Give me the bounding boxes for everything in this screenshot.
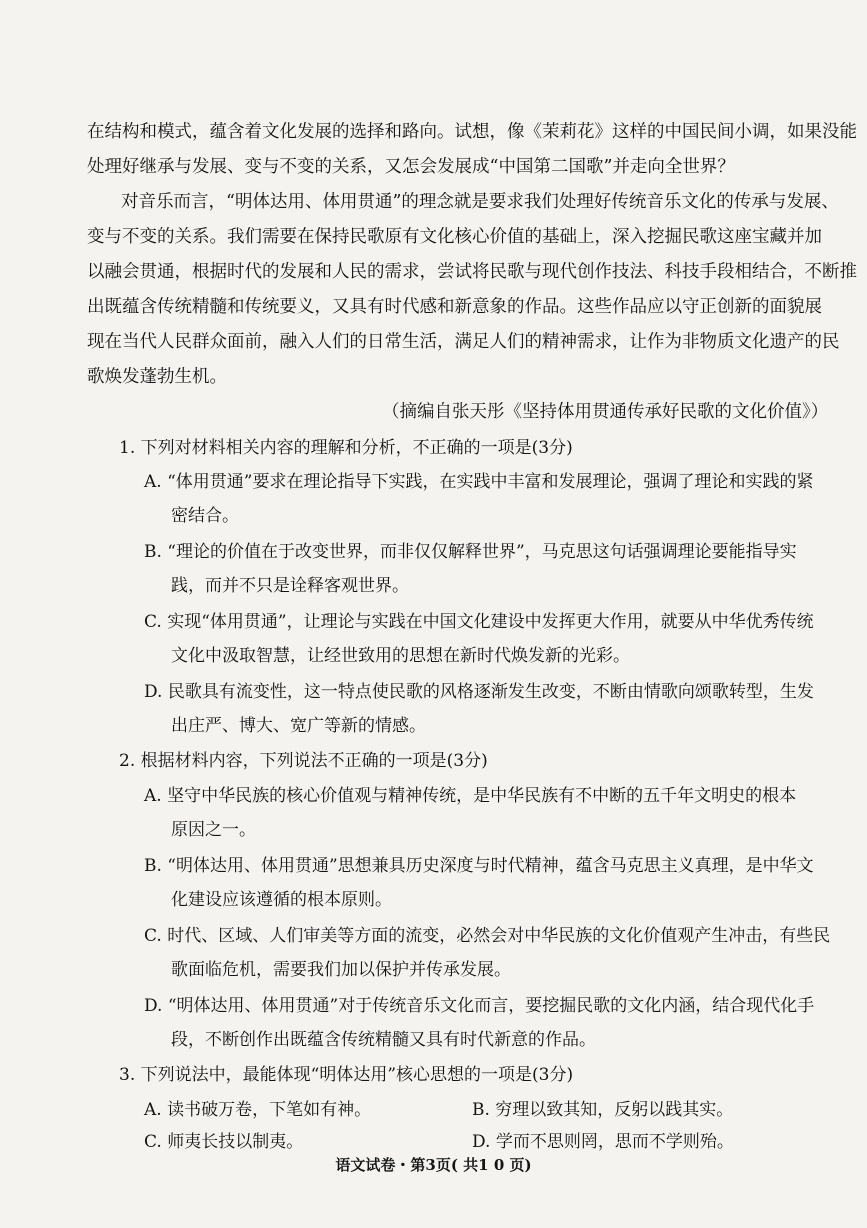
option-b: B. “明体达用、体用贯通”思想兼具历史深度与时代精神，蕴含马克思主义真理，是中华文 bbox=[144, 856, 814, 876]
passage-line: 在结构和模式，蕴含着文化发展的选择和路向。试想，像《茉莉花》这样的中国民间小调，如果没能 bbox=[87, 122, 857, 142]
option-d: D. 民歌具有流变性，这一特点使民歌的风格逐渐发生改变，不断由情歌向颂歌转型，生发 bbox=[144, 682, 814, 702]
passage-line: 出既蕴含传统精髓和传统要义，又具有时代感和新意象的作品。这些作品应以守正创新的面貌展 bbox=[87, 297, 822, 317]
option-d: D. “明体达用、体用贯通”对于传统音乐文化而言，要挖掘民歌的文化内涵，结合现代化手 bbox=[144, 996, 815, 1016]
option-d-cont: 出庄严、博大、宽广等新的情感。 bbox=[171, 716, 426, 736]
option-b-cont: 践，而并不只是诠释客观世界。 bbox=[171, 576, 409, 596]
option-a: A. 读书破万卷，下笔如有神。 bbox=[144, 1100, 372, 1120]
option-c: C. 时代、区域、人们审美等方面的流变，必然会对中华民族的文化价值观产生冲击，有些民 bbox=[144, 926, 831, 946]
passage-line: 对音乐而言，“明体达用、体用贯通”的理念就是要求我们处理好传统音乐文化的传承与发展、 bbox=[121, 192, 839, 212]
option-a-cont: 原因之一。 bbox=[171, 820, 256, 840]
option-d-cont: 段，不断创作出既蕴含传统精髓又具有时代新意的作品。 bbox=[171, 1030, 596, 1050]
option-c-cont: 文化中汲取智慧，让经世致用的思想在新时代焕发新的光彩。 bbox=[171, 646, 630, 666]
option-b: B. 穷理以致其知，反躬以践其实。 bbox=[472, 1100, 734, 1120]
passage-line: 变与不变的关系。我们需要在保持民歌原有文化核心价值的基础上，深入挖掘民歌这座宝藏并加 bbox=[87, 227, 822, 247]
passage-line: 处理好继承与发展、变与不变的关系，又怎会发展成“中国第二国歌”并走向全世界？ bbox=[87, 157, 735, 177]
option-b-cont: 化建设应该遵循的根本原则。 bbox=[171, 890, 392, 910]
option-b: B. “理论的价值在于改变世界，而非仅仅解释世界”，马克思这句话强调理论要能指导实 bbox=[144, 542, 797, 562]
question-stem: 1. 下列对材料相关内容的理解和分析，不正确的一项是(3分) bbox=[119, 438, 573, 458]
passage-line: 现在当代人民群众面前，融入人们的日常生活，满足人们的精神需求，让作为非物质文化遗产的民 bbox=[87, 332, 840, 352]
passage-line: 歌焕发蓬勃生机。 bbox=[87, 367, 227, 387]
page-footer: 语文试卷・第3页( 共1 0 页) bbox=[335, 1156, 532, 1174]
option-a: A. “体用贯通”要求在理论指导下实践，在实践中丰富和发展理论，强调了理论和实践的紧 bbox=[144, 472, 814, 492]
passage-line: 以融会贯通，根据时代的发展和人民的需求，尝试将民歌与现代创作技法、科技手段相结合，不断推 bbox=[87, 262, 857, 282]
option-c-cont: 歌面临危机，需要我们加以保护并传承发展。 bbox=[171, 960, 511, 980]
passage-source: （摘编自张天彤《坚持体用贯通传承好民歌的文化价值》） bbox=[382, 402, 829, 422]
option-d: D. 学而不思则罔，思而不学则殆。 bbox=[472, 1132, 734, 1152]
question-stem: 2. 根据材料内容，下列说法不正确的一项是(3分) bbox=[119, 751, 488, 771]
option-c: C. 实现“体用贯通”，让理论与实践在中国文化建设中发挥更大作用，就要从中华优秀传统 bbox=[144, 612, 814, 632]
question-stem: 3. 下列说法中，最能体现“明体达用”核心思想的一项是(3分) bbox=[119, 1065, 574, 1085]
option-a: A. 坚守中华民族的核心价值观与精神传统，是中华民族有不中断的五千年文明史的根本 bbox=[144, 786, 797, 806]
option-a-cont: 密结合。 bbox=[171, 506, 239, 526]
option-c: C. 师夷长技以制夷。 bbox=[144, 1132, 304, 1152]
